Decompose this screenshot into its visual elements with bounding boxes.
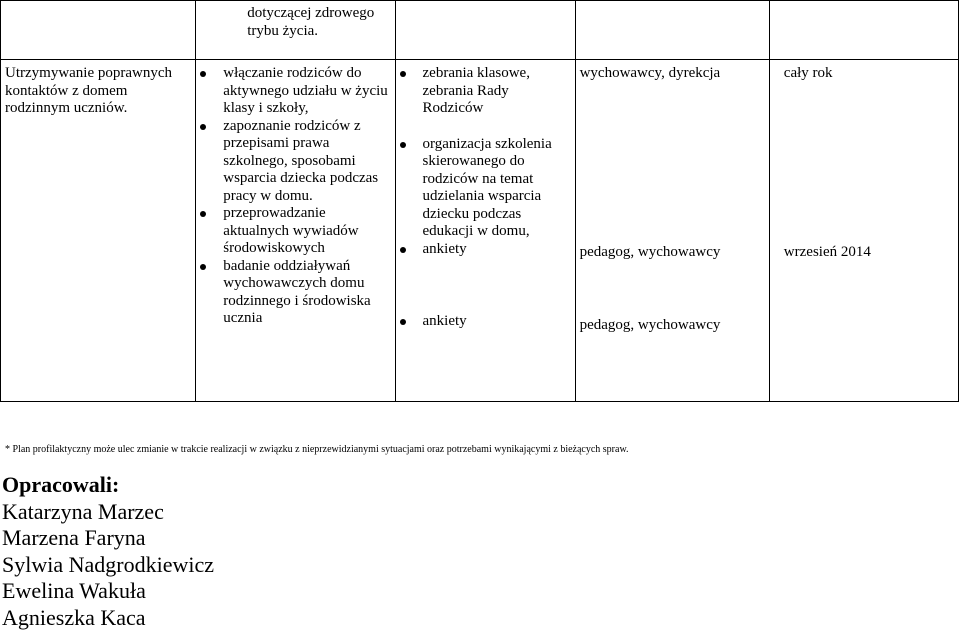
authors-heading: Opracowali:: [2, 472, 120, 497]
author-name: Ewelina Wakuła: [2, 578, 146, 603]
table-cell-empty: [395, 1, 575, 60]
table-row-top: [1, 1, 959, 60]
form-item: organizacja szkolenia skierowanego do rodziców na temat udzielania wsparcia dziecku podczas edukacji w domu,: [396, 136, 571, 241]
goal-text: Utrzymywanie poprawnych kontaktów z domem rodzinnym uczniów.: [5, 65, 173, 116]
responsible-text: pedagog, wychowawcy: [579, 317, 721, 333]
deadline-cell: [769, 60, 958, 402]
table-cell-empty: [1, 1, 196, 60]
author-name: Agnieszka Kaca: [2, 604, 146, 630]
responsible-cell: [575, 60, 769, 402]
deadline-text: wrzesień 2014: [783, 244, 871, 260]
form-item: ankiety: [396, 313, 571, 331]
author-name: Marzena Faryna: [2, 525, 146, 550]
table-row-main: [1, 60, 959, 402]
responsible-text: pedagog, wychowawcy: [579, 244, 721, 260]
footnote: * Plan profilaktyczny może ulec zmianie w trakcie realizacji w związku z nieprzewidzianymi sytuacjami oraz potrzebami wynikającymi z bieżących spraw.: [5, 444, 629, 455]
task-item: przeprowadzanie aktualnych wywiadów środowiskowych: [196, 205, 388, 258]
form-item: zebrania klasowe, zebrania Rady Rodziców: [396, 65, 571, 118]
top-row-text: dotyczącej zdrowego trybu życia.: [247, 5, 375, 39]
table-cell-top-text: [196, 1, 395, 60]
author-name: Katarzyna Marzec: [2, 498, 164, 524]
authors-block: [2, 472, 214, 631]
forms-list: [396, 60, 575, 331]
goal-cell: [1, 60, 196, 402]
table-cell-empty: [575, 1, 769, 60]
table-cell-empty: [769, 1, 958, 60]
task-item: badanie oddziaływań wychowawczych domu rodzinnego i środowiska ucznia: [196, 258, 388, 328]
form-item: ankiety: [396, 241, 571, 259]
responsible-text: wychowawcy, dyrekcja: [579, 65, 721, 81]
author-name: Sylwia Nadgrodkiewicz: [2, 551, 214, 577]
task-item: zapoznanie rodziców z przepisami prawa szkolnego, sposobami wsparcia dziecka podczas pracy w domu.: [196, 118, 388, 206]
forms-cell: [395, 60, 575, 402]
task-item: włączanie rodziców do aktywnego udziału w życiu klasy i szkoły,: [196, 65, 388, 118]
deadline-text: cały rok: [783, 65, 833, 81]
tasks-cell: [196, 60, 395, 402]
tasks-list: [196, 60, 394, 328]
